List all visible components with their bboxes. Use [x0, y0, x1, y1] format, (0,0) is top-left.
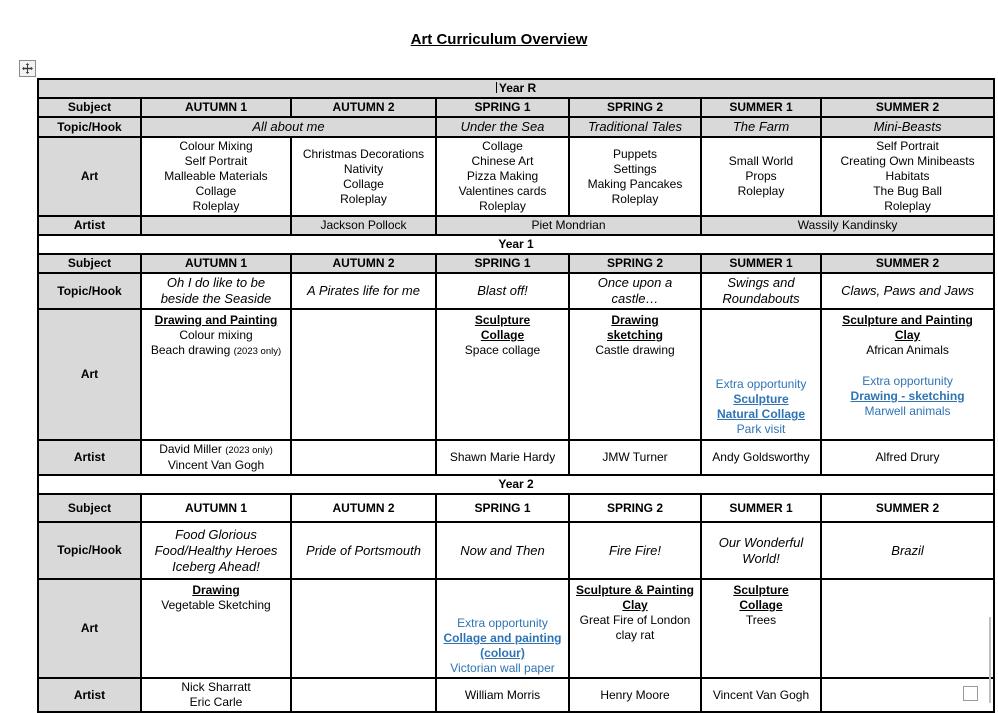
art-line: Colour mixing	[179, 328, 253, 342]
year-r-topic-spring1[interactable]: Under the Sea	[436, 117, 569, 137]
year-r-term-spring2[interactable]: SPRING 2	[569, 98, 701, 117]
year-2-term-summer1[interactable]: SUMMER 1	[701, 494, 821, 522]
year-2-term-summer2[interactable]: SUMMER 2	[821, 494, 994, 522]
year-r-topic-summer1[interactable]: The Farm	[701, 117, 821, 137]
art-heading: Drawing and Painting	[154, 313, 278, 327]
year-r-term-summer1[interactable]: SUMMER 1	[701, 98, 821, 117]
page-title[interactable]: Art Curriculum Overview	[410, 31, 588, 48]
year-1-topic-summer2[interactable]: Claws, Paws and Jaws	[821, 273, 994, 309]
year-1-banner-cell[interactable]: Year 1	[38, 235, 994, 254]
year-2-subject-label[interactable]: Subject	[38, 494, 141, 522]
art-line	[144, 343, 288, 359]
year-r-artist-spring-cell[interactable]: Piet Mondrian	[436, 216, 701, 235]
year-2-term-autumn2[interactable]: AUTUMN 2	[291, 494, 436, 522]
year-2-art-spring1-cell[interactable]	[436, 579, 569, 678]
year-r-term-autumn2[interactable]: AUTUMN 2	[291, 98, 436, 117]
year-1-artist-autumn2-cell[interactable]	[291, 440, 436, 475]
year-1-art-spring1-cell[interactable]	[436, 309, 569, 440]
year-r-art-spring1-cell[interactable]: Collage Chinese Art Pizza Making Valentines cards Roleplay	[436, 137, 569, 216]
year-1-term-spring2[interactable]: SPRING 2	[569, 254, 701, 273]
scrollbar-corner-box[interactable]	[963, 686, 978, 701]
year-r-art-summer1-cell[interactable]: Small World Props Roleplay	[701, 137, 821, 216]
year-2-artist-spring1-cell[interactable]: William Morris	[436, 678, 569, 712]
art-line-note: (2023 only)	[233, 346, 282, 357]
extra-opportunity-links: Drawing - sketching	[850, 389, 965, 403]
year-1-art-label[interactable]: Art	[38, 309, 141, 440]
year-2-term-autumn1[interactable]: AUTUMN 1	[141, 494, 291, 522]
artist-name: David Miller	[159, 442, 222, 456]
year-r-artist-label[interactable]: Artist	[38, 216, 141, 235]
extra-opportunity-note: Victorian wall paper	[450, 661, 555, 675]
year-1-art-autumn1-cell[interactable]	[141, 309, 291, 440]
year-1-topic-autumn1[interactable]: Oh I do like to be beside the Seaside	[141, 273, 291, 309]
year-r-topic-autumn[interactable]: All about me	[141, 117, 436, 137]
year-1-artist-autumn1-cell[interactable]	[141, 440, 291, 475]
year-2-topic-autumn1[interactable]: Food Glorious Food/Healthy Heroes Iceberg Ahead!	[141, 522, 291, 579]
year-r-term-spring1[interactable]: SPRING 1	[436, 98, 569, 117]
year-2-topic-summer2[interactable]: Brazil	[821, 522, 994, 579]
year-r-banner-label: Year R	[498, 81, 537, 95]
year-2-term-spring2[interactable]: SPRING 2	[569, 494, 701, 522]
year-2-banner-cell[interactable]: Year 2	[38, 475, 994, 494]
year-r-art-label[interactable]: Art	[38, 137, 141, 216]
year-r-artist-autumn1-cell[interactable]	[141, 216, 291, 235]
year-r-topic-label[interactable]: Topic/Hook	[38, 117, 141, 137]
text-cursor	[496, 82, 497, 93]
year-2-topic-spring1[interactable]: Now and Then	[436, 522, 569, 579]
art-body: Vegetable Sketching	[161, 598, 271, 612]
year-1-art-summer2-cell[interactable]	[821, 309, 994, 440]
year-r-artist-autumn2-cell[interactable]: Jackson Pollock	[291, 216, 436, 235]
year-1-term-autumn2[interactable]: AUTUMN 2	[291, 254, 436, 273]
year-r-term-summer2[interactable]: SUMMER 2	[821, 98, 994, 117]
year-1-topic-autumn2[interactable]: A Pirates life for me	[291, 273, 436, 309]
year-2-artist-summer1-cell[interactable]: Vincent Van Gogh	[701, 678, 821, 712]
year-1-topic-spring2[interactable]: Once upon a castle…	[569, 273, 701, 309]
extra-opportunity-note: Marwell animals	[864, 404, 951, 418]
year-2-term-spring1[interactable]: SPRING 1	[436, 494, 569, 522]
year-2-topic-summer1[interactable]: Our Wonderful World!	[701, 522, 821, 579]
year-1-art-spring2-cell[interactable]	[569, 309, 701, 440]
extra-opportunity-label: Extra opportunity	[862, 374, 953, 388]
year-2-art-summer2-cell[interactable]	[821, 579, 994, 678]
year-2-art-autumn2-cell[interactable]	[291, 579, 436, 678]
year-2-art-label[interactable]: Art	[38, 579, 141, 678]
extra-opportunity-note: Park visit	[736, 422, 786, 436]
table-move-handle-icon[interactable]	[19, 60, 36, 77]
year-1-artist-spring1-cell[interactable]: Shawn Marie Hardy	[436, 440, 569, 475]
year-1-subject-label[interactable]: Subject	[38, 254, 141, 273]
art-line-text: Beach drawing	[150, 343, 231, 357]
vertical-scrollbar[interactable]	[989, 617, 991, 703]
year-r-art-autumn2-cell[interactable]: Christmas Decorations Nativity Collage Roleplay	[291, 137, 436, 216]
art-body: Great Fire of London clay rat	[579, 613, 691, 642]
extra-opportunity-links: Collage and painting (colour)	[443, 631, 562, 660]
artist-name: Vincent Van Gogh	[167, 458, 265, 472]
curriculum-table	[37, 78, 995, 713]
year-2-art-spring2-cell[interactable]	[569, 579, 701, 678]
year-2-topic-autumn2[interactable]: Pride of Portsmouth	[291, 522, 436, 579]
year-r-banner-cell[interactable]	[38, 79, 994, 98]
year-r-subject-label[interactable]: Subject	[38, 98, 141, 117]
year-1-topic-spring1[interactable]: Blast off!	[436, 273, 569, 309]
year-2-topic-spring2[interactable]: Fire Fire!	[569, 522, 701, 579]
artist-note: (2023 only)	[225, 445, 273, 456]
art-heading: Sculpture Collage	[733, 583, 789, 612]
art-heading: Sculpture & Painting Clay	[575, 583, 694, 612]
art-body: Castle drawing	[595, 343, 675, 357]
year-1-artist-label[interactable]: Artist	[38, 440, 141, 475]
year-1-term-spring1[interactable]: SPRING 1	[436, 254, 569, 273]
year-1-term-summer1[interactable]: SUMMER 1	[701, 254, 821, 273]
year-1-artist-summer2-cell[interactable]: Alfred Drury	[821, 440, 994, 475]
artist-line	[144, 442, 288, 458]
year-2-artist-label[interactable]: Artist	[38, 678, 141, 712]
year-r-term-autumn1[interactable]: AUTUMN 1	[141, 98, 291, 117]
art-body: Space collage	[464, 343, 541, 357]
four-arrow-move-icon	[22, 63, 33, 74]
extra-opportunity-label: Extra opportunity	[457, 616, 548, 630]
year-2-art-autumn1-cell[interactable]	[141, 579, 291, 678]
year-1-art-summer1-cell[interactable]	[701, 309, 821, 440]
year-2-artist-spring2-cell[interactable]: Henry Moore	[569, 678, 701, 712]
year-1-topic-summer1[interactable]: Swings and Roundabouts	[701, 273, 821, 309]
year-r-artist-summer-cell[interactable]: Wassily Kandinsky	[701, 216, 994, 235]
year-2-art-summer1-cell[interactable]	[701, 579, 821, 678]
year-1-term-summer2[interactable]: SUMMER 2	[821, 254, 994, 273]
year-r-topic-spring2[interactable]: Traditional Tales	[569, 117, 701, 137]
extra-opportunity-block	[824, 374, 991, 419]
art-heading: Drawing	[192, 583, 240, 597]
year-2-topic-label[interactable]: Topic/Hook	[38, 522, 141, 579]
art-heading: Sculpture Collage	[474, 313, 531, 342]
year-r-art-spring2-cell[interactable]: Puppets Settings Making Pancakes Roleplay	[569, 137, 701, 216]
art-body: African Animals	[866, 343, 949, 357]
year-1-art-autumn2-cell[interactable]	[291, 309, 436, 440]
art-heading: Drawing sketching	[606, 313, 663, 342]
extra-opportunity-links: Sculpture Natural Collage	[716, 392, 806, 421]
year-2-artist-autumn2-cell[interactable]	[291, 678, 436, 712]
year-r-topic-summer2[interactable]: Mini-Beasts	[821, 117, 994, 137]
extra-opportunity-block	[439, 616, 566, 676]
art-heading: Sculpture and Painting Clay	[842, 313, 973, 342]
art-body: Trees	[745, 613, 777, 627]
year-1-artist-summer1-cell[interactable]: Andy Goldsworthy	[701, 440, 821, 475]
year-1-artist-spring2-cell[interactable]: JMW Turner	[569, 440, 701, 475]
year-r-art-summer2-cell[interactable]: Self Portrait Creating Own Minibeasts Habitats The Bug Ball Roleplay	[821, 137, 994, 216]
year-r-art-autumn1-cell[interactable]: Colour Mixing Self Portrait Malleable Materials Collage Roleplay	[141, 137, 291, 216]
extra-opportunity-block	[704, 377, 818, 437]
year-1-topic-label[interactable]: Topic/Hook	[38, 273, 141, 309]
extra-opportunity-label: Extra opportunity	[715, 377, 807, 391]
year-2-artist-autumn1-cell[interactable]: Nick Sharratt Eric Carle	[141, 678, 291, 712]
year-1-term-autumn1[interactable]: AUTUMN 1	[141, 254, 291, 273]
